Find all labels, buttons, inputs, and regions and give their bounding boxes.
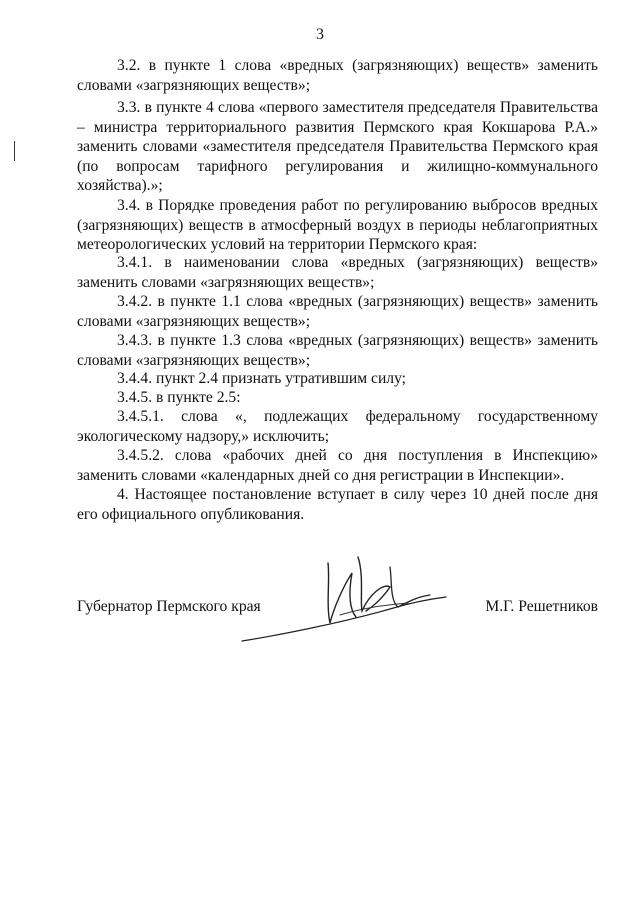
signatory-name: М.Г. Решетников — [485, 598, 598, 615]
paragraph-3-4: 3.4. в Порядке проведения работ по регулированию выбросов вредных (загрязняющих) веществ в атмосферный воздух в периоды неблагоприятных метеорологических условий на территории Пермского края: — [77, 197, 598, 253]
paragraph-3-4-3: 3.4.3. в пункте 1.3 слова «вредных (загрязняющих) веществ» заменить словами «загрязняющих веществ»; — [77, 332, 598, 369]
paragraph-3-3: 3.3. в пункте 4 слова «первого заместителя председателя Правительства – министра территориального развития Пермского края Кокшарова Р.А.» заменить словами «заместителя председателя Правительства Пермского края (по вопросам тарифного регулирования и жилищно-коммунального хозяйства).»; — [77, 99, 598, 194]
handwritten-signature — [240, 545, 450, 645]
paragraph-3-4-1: 3.4.1. в наименовании слова «вредных (загрязняющих) веществ» заменить словами «загрязняющих веществ»; — [77, 254, 598, 291]
paragraph-3-4-5: 3.4.5. в пункте 2.5: — [117, 389, 241, 406]
page-number: 3 — [316, 26, 324, 43]
paragraph-3-4-4: 3.4.4. пункт 2.4 признать утратившим силу; — [117, 370, 407, 387]
paragraph-3-2: 3.2. в пункте 1 слова «вредных (загрязняющих) веществ» заменить словами «загрязняющих веществ»; — [77, 57, 598, 94]
margin-mark — [14, 141, 15, 161]
paragraph-3-4-5-2: 3.4.5.2. слова «рабочих дней со дня поступления в Инспекцию» заменить словами «календарных дней со дня регистрации в Инспекции». — [77, 447, 598, 484]
paragraph-3-4-5-1: 3.4.5.1. слова «, подлежащих федеральному государственному экологическому надзору,» исключить; — [77, 408, 598, 445]
signatory-position: Губернатор Пермского края — [77, 598, 261, 615]
paragraph-4: 4. Настоящее постановление вступает в силу через 10 дней после дня его официального опубликования. — [77, 486, 598, 523]
paragraph-3-4-2: 3.4.2. в пункте 1.1 слова «вредных (загрязняющих) веществ» заменить словами «загрязняющих веществ»; — [77, 293, 598, 330]
